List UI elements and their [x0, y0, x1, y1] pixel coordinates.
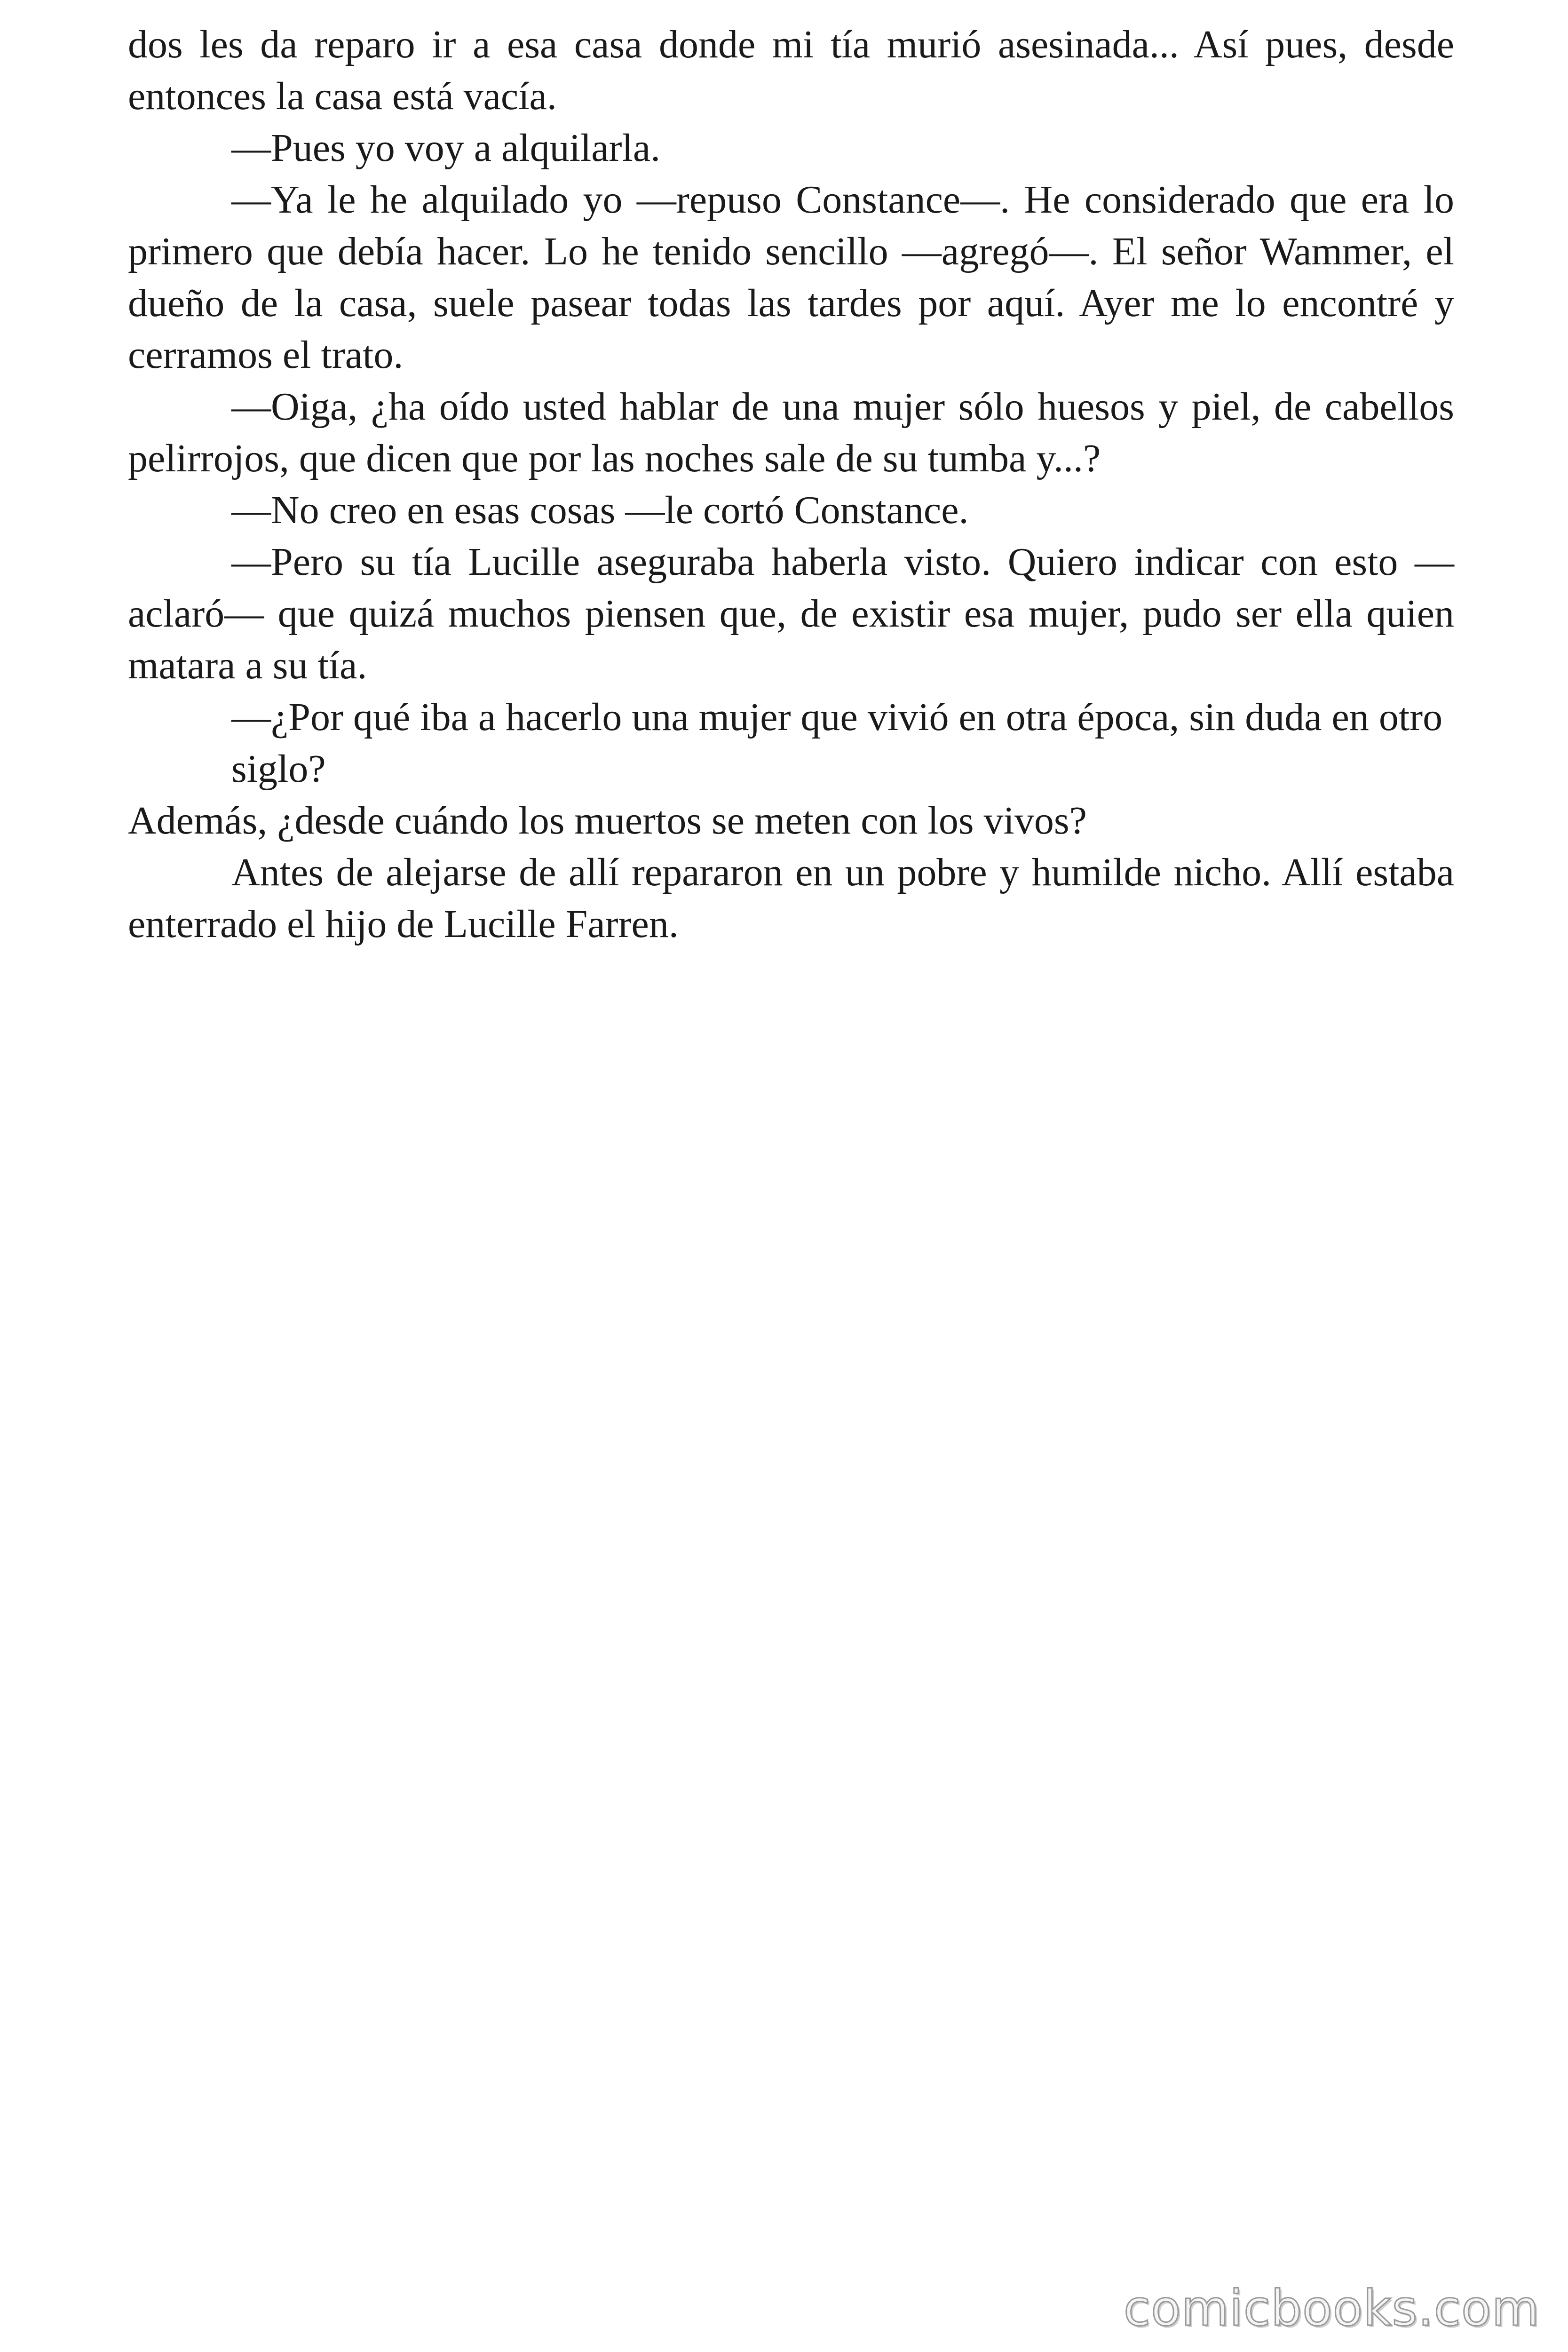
- paragraph-dialogue: —Pues yo voy a alquilarla.: [231, 126, 661, 170]
- paragraph-dialogue: —Oiga, ¿ha oído usted hablar de una mujer sólo huesos y piel, de cabellos pelirrojos, que dicen que por las noches sale de su tumba y...?: [128, 385, 1454, 480]
- watermark-logo: comicbooks.com: [1123, 2280, 1540, 2337]
- paragraph-dialogue: —Ya le he alquilado yo —repuso Constance—. He considerado que era lo primero que debía hacer. Lo he tenido sencillo —agregó—. El señor Wammer, el dueño de la casa, suele pasear todas las tardes por aquí. Ayer me lo encontré y cerramos el trato.: [128, 178, 1454, 377]
- paragraph-dialogue-hanging: —¿Por qué iba a hacerlo una mujer que vivió en otra época, sin duda en otro siglo?: [231, 695, 1443, 791]
- body-text: [128, 19, 1454, 950]
- paragraph-dialogue: —No creo en esas cosas —le cortó Constance.: [231, 488, 969, 532]
- paragraph-continuation: dos les da reparo ir a esa casa donde mi tía murió asesinada... Así pues, desde entonces la casa está vacía.: [128, 23, 1454, 118]
- paragraph-dialogue: —Pero su tía Lucille aseguraba haberla visto. Quiero indicar con esto —aclaró— que quizá muchos piensen que, de existir esa mujer, pudo ser ella quien matara a su tía.: [128, 540, 1454, 687]
- paragraph-narration: Antes de alejarse de allí repararon en un pobre y humilde nicho. Allí estaba enterrado el hijo de Lucille Farren.: [128, 850, 1454, 946]
- paragraph-unindented: Además, ¿desde cuándo los muertos se meten con los vivos?: [128, 799, 1087, 842]
